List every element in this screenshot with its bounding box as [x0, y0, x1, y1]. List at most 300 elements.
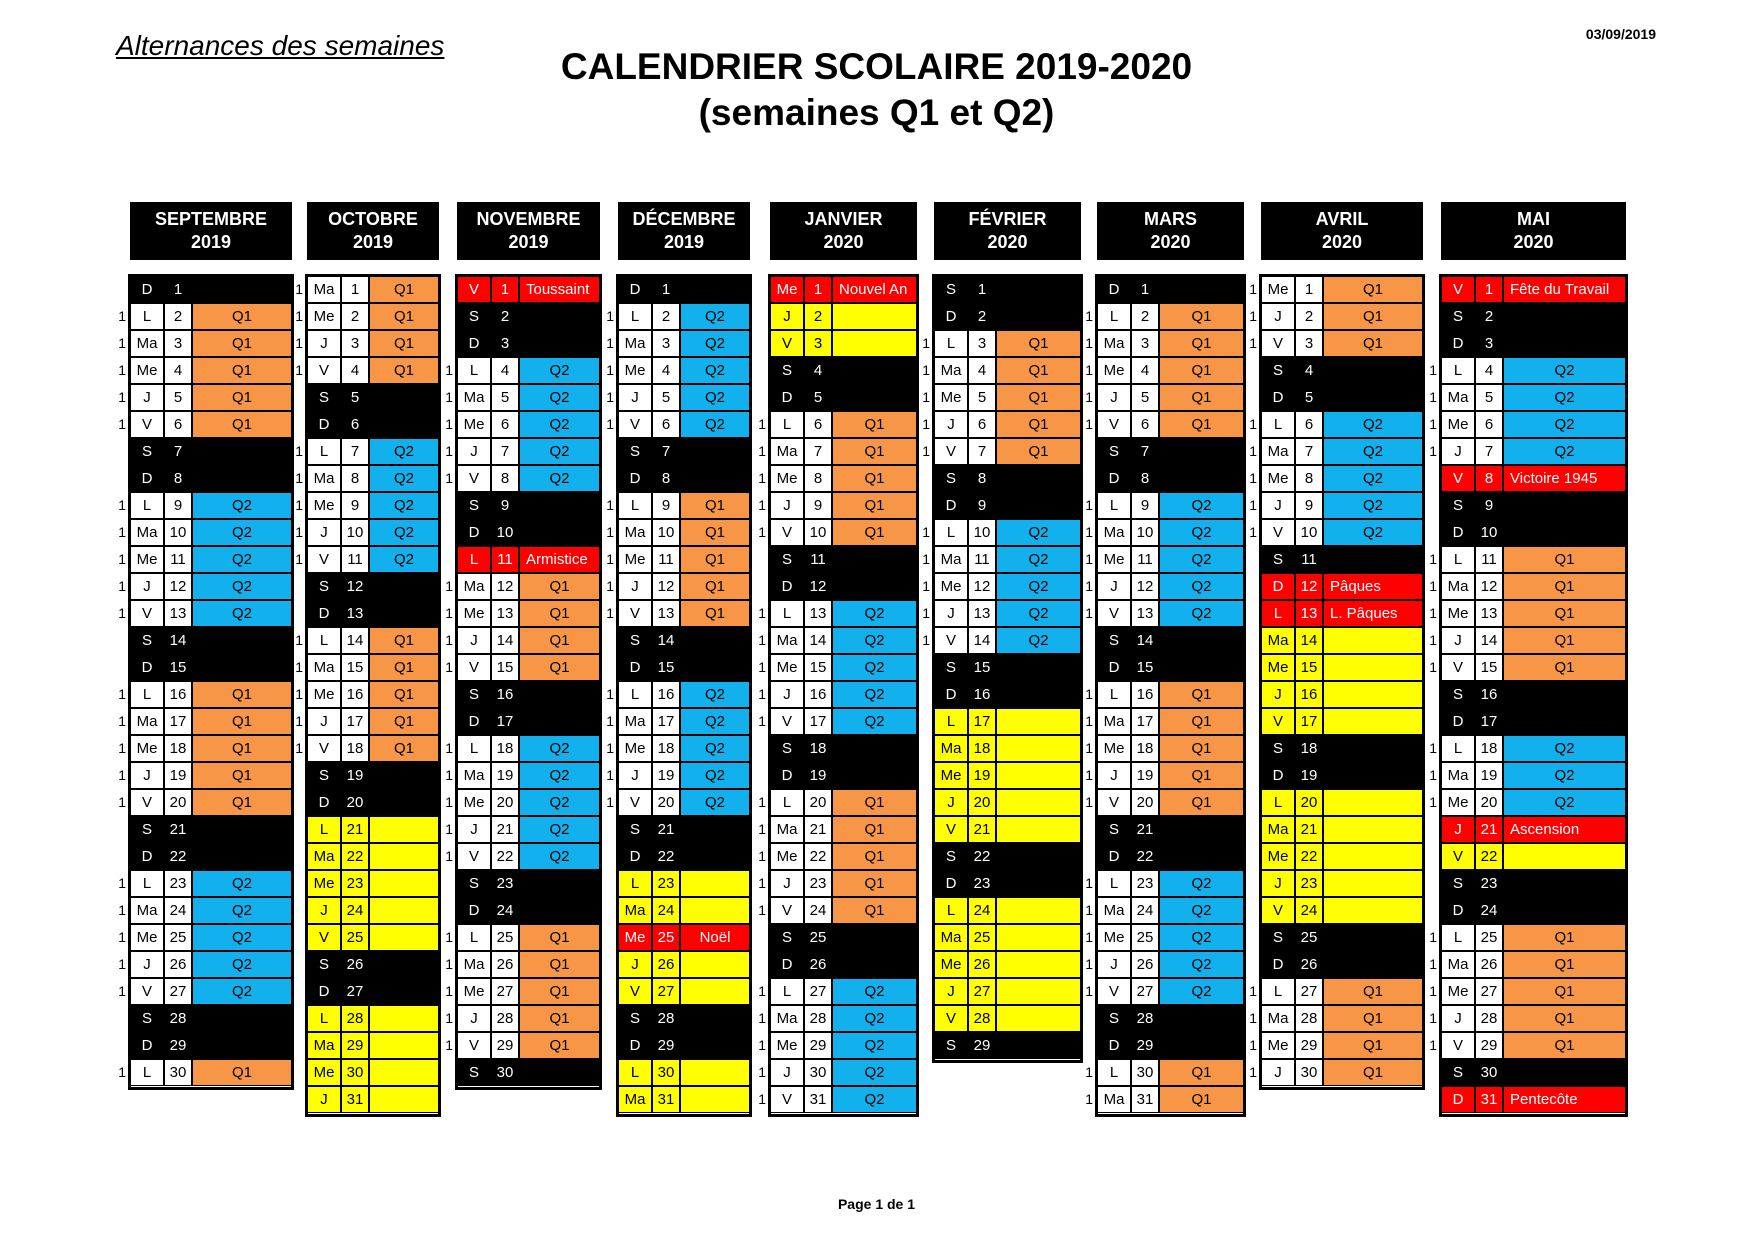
- date-number-cell: 23: [1295, 870, 1323, 897]
- week-type-cell: Q1: [1503, 654, 1626, 681]
- weekday-cell: S: [934, 276, 968, 303]
- weekday-cell: V: [457, 276, 491, 303]
- date-number-cell: 27: [491, 978, 519, 1005]
- school-day-marker: 1: [295, 335, 303, 351]
- weekend-cell: [996, 465, 1081, 492]
- weekday-cell: J: [307, 519, 341, 546]
- date-number-cell: 20: [1131, 789, 1159, 816]
- week-type-cell: Q2: [1323, 492, 1423, 519]
- weekday-cell: Ma: [1097, 1086, 1131, 1113]
- week-type-cell: Q1: [192, 708, 292, 735]
- weekday-cell: S: [1261, 546, 1295, 573]
- week-type-cell: Q2: [519, 735, 600, 762]
- day-row: [770, 546, 917, 573]
- weekday-cell: L: [934, 897, 968, 924]
- school-day-marker: 1: [1429, 983, 1437, 999]
- school-day-marker: 1: [118, 578, 126, 594]
- weekday-cell: L: [130, 303, 164, 330]
- school-day-marker: 1: [1429, 956, 1437, 972]
- weekday-cell: Me: [618, 735, 652, 762]
- weekday-cell: S: [618, 627, 652, 654]
- day-row: [1261, 654, 1423, 681]
- school-day-marker: 1: [1085, 416, 1093, 432]
- date-number-cell: 2: [1295, 303, 1323, 330]
- date-number-cell: 26: [1131, 951, 1159, 978]
- week-type-cell: Q1: [369, 330, 439, 357]
- weekday-cell: Me: [618, 924, 652, 951]
- date-number-cell: 12: [164, 573, 192, 600]
- school-day-marker: 1: [118, 362, 126, 378]
- date-number-cell: 27: [1475, 978, 1503, 1005]
- school-day-marker: 1: [606, 551, 614, 567]
- school-day-marker: 1: [1085, 605, 1093, 621]
- day-row: [130, 843, 292, 870]
- day-row: [934, 276, 1081, 303]
- day-row: [770, 357, 917, 384]
- month-header: [307, 202, 439, 260]
- date-number-cell: 6: [1131, 411, 1159, 438]
- weekday-cell: V: [618, 411, 652, 438]
- day-row: [934, 897, 1081, 924]
- weekday-cell: V: [1261, 330, 1295, 357]
- date-number-cell: 14: [491, 627, 519, 654]
- day-row: [118, 573, 292, 600]
- day-row: [1429, 411, 1626, 438]
- school-day-marker: 1: [606, 740, 614, 756]
- week-type-cell: Q1: [1503, 546, 1626, 573]
- weekend-cell: [1159, 276, 1244, 303]
- weekday-cell: L: [130, 492, 164, 519]
- weekday-cell: Me: [130, 357, 164, 384]
- weekday-cell: D: [1097, 843, 1131, 870]
- day-row: [457, 276, 600, 303]
- vacation-cell: [369, 924, 439, 951]
- date-number-cell: 27: [804, 978, 832, 1005]
- vacation-cell: [369, 870, 439, 897]
- day-row: [445, 978, 600, 1005]
- day-row: [445, 411, 600, 438]
- weekday-cell: D: [1097, 276, 1131, 303]
- day-row: [1441, 1059, 1626, 1086]
- weekend-cell: [519, 1059, 600, 1086]
- date-number-cell: 7: [1475, 438, 1503, 465]
- school-day-marker: 1: [1085, 389, 1093, 405]
- day-row: [295, 330, 439, 357]
- day-row: [1249, 492, 1423, 519]
- date-number-cell: 10: [164, 519, 192, 546]
- day-row: [758, 411, 917, 438]
- weekend-cell: [996, 870, 1081, 897]
- weekday-cell: S: [618, 1005, 652, 1032]
- date-number-cell: 25: [1131, 924, 1159, 951]
- weekday-cell: Ma: [770, 1005, 804, 1032]
- weekday-cell: Ma: [934, 924, 968, 951]
- date-number-cell: 30: [804, 1059, 832, 1086]
- weekday-cell: Ma: [130, 519, 164, 546]
- date-number-cell: 18: [164, 735, 192, 762]
- day-row: [1097, 627, 1244, 654]
- weekday-cell: J: [934, 600, 968, 627]
- weekday-cell: D: [934, 303, 968, 330]
- week-type-cell: Q1: [832, 411, 917, 438]
- day-row: [606, 600, 750, 627]
- weekday-cell: S: [1261, 924, 1295, 951]
- weekday-cell: Me: [1097, 546, 1131, 573]
- school-day-marker: 1: [445, 632, 453, 648]
- week-type-cell: Q2: [1323, 411, 1423, 438]
- week-type-cell: Q1: [369, 303, 439, 330]
- weekday-cell: V: [457, 843, 491, 870]
- date-number-cell: 16: [1475, 681, 1503, 708]
- week-type-cell: Q2: [192, 897, 292, 924]
- weekday-cell: V: [307, 546, 341, 573]
- school-day-marker: 1: [1429, 740, 1437, 756]
- vacation-cell: [1323, 681, 1423, 708]
- weekday-cell: V: [457, 1032, 491, 1059]
- weekend-cell: [369, 789, 439, 816]
- day-row: [1261, 924, 1423, 951]
- weekend-cell: [1159, 627, 1244, 654]
- school-day-marker: 1: [295, 308, 303, 324]
- day-row: [445, 1005, 600, 1032]
- weekday-cell: D: [934, 492, 968, 519]
- date-number-cell: 5: [164, 384, 192, 411]
- day-row: [118, 708, 292, 735]
- school-day-marker: 1: [1249, 983, 1257, 999]
- weekend-cell: [369, 411, 439, 438]
- week-type-cell: Q1: [680, 600, 750, 627]
- day-row: [307, 1086, 439, 1113]
- date-number-cell: 23: [1131, 870, 1159, 897]
- week-type-cell: Q2: [680, 303, 750, 330]
- school-day-marker: 1: [606, 362, 614, 378]
- week-type-cell: Q1: [996, 357, 1081, 384]
- weekend-cell: [1503, 519, 1626, 546]
- date-number-cell: 4: [1131, 357, 1159, 384]
- weekday-cell: V: [1261, 897, 1295, 924]
- weekday-cell: L: [307, 816, 341, 843]
- vacation-cell: [369, 897, 439, 924]
- date-number-cell: 7: [341, 438, 369, 465]
- date-number-cell: 5: [1475, 384, 1503, 411]
- date-number-cell: 17: [164, 708, 192, 735]
- weekday-cell: J: [307, 330, 341, 357]
- week-type-cell: Q2: [832, 627, 917, 654]
- month-year: 2019: [352, 232, 394, 252]
- week-type-cell: Q1: [1323, 303, 1423, 330]
- weekend-cell: [1503, 1059, 1626, 1086]
- vacation-cell: [369, 1005, 439, 1032]
- school-day-marker: 1: [758, 821, 766, 837]
- week-type-cell: Q1: [519, 924, 600, 951]
- weekday-cell: J: [1261, 303, 1295, 330]
- school-day-marker: 1: [1429, 632, 1437, 648]
- week-type-cell: Q2: [1503, 357, 1626, 384]
- school-day-marker: 1: [922, 551, 930, 567]
- day-row: [295, 492, 439, 519]
- day-row: [1429, 978, 1626, 1005]
- weekday-cell: Ma: [307, 843, 341, 870]
- day-row: [307, 1059, 439, 1086]
- day-row: [922, 627, 1081, 654]
- day-row: [1249, 465, 1423, 492]
- date-number-cell: 14: [164, 627, 192, 654]
- date-number-cell: 29: [164, 1032, 192, 1059]
- holiday-label: Pentecôte: [1503, 1086, 1626, 1113]
- month-column: [445, 202, 600, 1081]
- date-number-cell: 29: [804, 1032, 832, 1059]
- day-row: [1429, 357, 1626, 384]
- week-type-cell: Q2: [680, 708, 750, 735]
- school-day-marker: 1: [118, 983, 126, 999]
- weekday-cell: S: [1097, 1005, 1131, 1032]
- school-day-marker: 1: [606, 605, 614, 621]
- weekday-cell: J: [457, 627, 491, 654]
- school-day-marker: 1: [1429, 659, 1437, 675]
- date-number-cell: 15: [1295, 654, 1323, 681]
- day-row: [1249, 519, 1423, 546]
- date-number-cell: 30: [1295, 1059, 1323, 1086]
- weekday-cell: Me: [770, 654, 804, 681]
- date-number-cell: 6: [1295, 411, 1323, 438]
- vacation-cell: [996, 897, 1081, 924]
- vacation-cell: [1503, 843, 1626, 870]
- weekday-cell: S: [770, 546, 804, 573]
- day-row: [1261, 681, 1423, 708]
- date-number-cell: 9: [1131, 492, 1159, 519]
- week-type-cell: Q2: [832, 600, 917, 627]
- weekday-cell: J: [307, 1086, 341, 1113]
- day-row: [618, 1005, 750, 1032]
- month-year: 2019: [663, 232, 705, 252]
- day-row: [922, 519, 1081, 546]
- school-day-marker: 1: [758, 416, 766, 432]
- week-type-cell: Q2: [832, 654, 917, 681]
- date-number-cell: 29: [1131, 1032, 1159, 1059]
- date-number-cell: 19: [1131, 762, 1159, 789]
- weekday-cell: L: [1441, 924, 1475, 951]
- weekday-cell: L: [770, 600, 804, 627]
- date-number-cell: 25: [164, 924, 192, 951]
- month-year: 2020: [1513, 232, 1554, 252]
- weekend-cell: [192, 843, 292, 870]
- weekday-cell: L: [457, 924, 491, 951]
- day-row: [445, 951, 600, 978]
- school-day-marker: 1: [1429, 1010, 1437, 1026]
- weekday-cell: D: [1261, 384, 1295, 411]
- school-day-marker: 1: [606, 389, 614, 405]
- school-day-marker: 1: [1429, 929, 1437, 945]
- week-type-cell: Q1: [192, 303, 292, 330]
- date-number-cell: 26: [164, 951, 192, 978]
- date-number-cell: 19: [652, 762, 680, 789]
- weekday-cell: Me: [770, 1032, 804, 1059]
- day-row: [934, 870, 1081, 897]
- date-number-cell: 7: [652, 438, 680, 465]
- school-day-marker: 1: [295, 497, 303, 513]
- weekend-cell: [1159, 465, 1244, 492]
- date-number-cell: 11: [164, 546, 192, 573]
- week-type-cell: Q2: [832, 1086, 917, 1113]
- day-row: [295, 681, 439, 708]
- school-day-marker: 1: [758, 875, 766, 891]
- weekday-cell: Ma: [130, 897, 164, 924]
- week-type-cell: Q2: [1159, 897, 1244, 924]
- date-number-cell: 1: [1131, 276, 1159, 303]
- school-day-marker: 1: [1085, 983, 1093, 999]
- weekday-cell: J: [1261, 1059, 1295, 1086]
- school-day-marker: 1: [1085, 686, 1093, 702]
- weekend-cell: [192, 1005, 292, 1032]
- week-type-cell: Q1: [1159, 384, 1244, 411]
- day-row: [758, 843, 917, 870]
- day-row: [295, 519, 439, 546]
- school-day-marker: 1: [1249, 524, 1257, 540]
- weekday-cell: S: [1097, 627, 1131, 654]
- day-row: [922, 330, 1081, 357]
- week-type-cell: Q2: [680, 330, 750, 357]
- day-row: [1429, 762, 1626, 789]
- school-day-marker: 1: [445, 362, 453, 378]
- day-row: [1261, 870, 1423, 897]
- date-number-cell: 10: [1131, 519, 1159, 546]
- date-number-cell: 12: [341, 573, 369, 600]
- month-column: [1429, 202, 1626, 1108]
- date-number-cell: 11: [1131, 546, 1159, 573]
- weekday-cell: Ma: [1097, 897, 1131, 924]
- weekday-cell: D: [130, 843, 164, 870]
- day-row: [606, 384, 750, 411]
- weekday-cell: Ma: [770, 816, 804, 843]
- weekday-cell: Me: [457, 789, 491, 816]
- date-number-cell: 24: [968, 897, 996, 924]
- day-row: [770, 303, 917, 330]
- day-row: [770, 735, 917, 762]
- week-type-cell: Q1: [680, 492, 750, 519]
- day-row: [118, 546, 292, 573]
- weekday-cell: Me: [1441, 600, 1475, 627]
- week-type-cell: Q2: [369, 546, 439, 573]
- weekday-cell: S: [130, 816, 164, 843]
- week-type-cell: Q1: [1323, 330, 1423, 357]
- weekday-cell: Ma: [1441, 762, 1475, 789]
- date-number-cell: 31: [804, 1086, 832, 1113]
- day-row: [606, 789, 750, 816]
- day-row: [457, 492, 600, 519]
- day-row: [1261, 627, 1423, 654]
- day-row: [1261, 951, 1423, 978]
- day-row: [934, 681, 1081, 708]
- weekday-cell: S: [457, 681, 491, 708]
- day-row: [758, 438, 917, 465]
- weekday-cell: D: [618, 465, 652, 492]
- school-day-marker: 1: [1085, 929, 1093, 945]
- school-day-marker: 1: [606, 794, 614, 810]
- date-number-cell: 21: [968, 816, 996, 843]
- title-line-2: (semaines Q1 et Q2): [698, 92, 1055, 133]
- day-row: [457, 546, 600, 573]
- day-row: [1085, 708, 1244, 735]
- day-row: [770, 384, 917, 411]
- day-row: [130, 816, 292, 843]
- weekday-cell: S: [457, 870, 491, 897]
- weekday-cell: Me: [307, 681, 341, 708]
- day-row: [1085, 303, 1244, 330]
- weekday-cell: V: [1441, 465, 1475, 492]
- date-number-cell: 13: [164, 600, 192, 627]
- weekday-cell: V: [1441, 843, 1475, 870]
- weekday-cell: L: [618, 1059, 652, 1086]
- day-row: [1261, 357, 1423, 384]
- date-number-cell: 20: [1475, 789, 1503, 816]
- week-type-cell: Q1: [1323, 1032, 1423, 1059]
- week-type-cell: Q2: [519, 438, 600, 465]
- date-number-cell: 21: [1475, 816, 1503, 843]
- date-number-cell: 14: [341, 627, 369, 654]
- school-day-marker: 1: [1249, 308, 1257, 324]
- day-row: [1085, 411, 1244, 438]
- weekday-cell: S: [1097, 816, 1131, 843]
- weekday-cell: V: [307, 735, 341, 762]
- date-number-cell: 31: [652, 1086, 680, 1113]
- day-row: [758, 465, 917, 492]
- day-row: [934, 654, 1081, 681]
- weekday-cell: D: [1261, 573, 1295, 600]
- school-day-marker: 1: [758, 605, 766, 621]
- weekday-cell: L: [618, 681, 652, 708]
- day-row: [457, 330, 600, 357]
- school-day-marker: 1: [758, 902, 766, 918]
- date-number-cell: 16: [341, 681, 369, 708]
- date-number-cell: 2: [1475, 303, 1503, 330]
- day-row: [1441, 897, 1626, 924]
- weekend-cell: [1323, 951, 1423, 978]
- weekend-cell: [680, 1032, 750, 1059]
- week-type-cell: Q1: [832, 465, 917, 492]
- school-day-marker: 1: [445, 605, 453, 621]
- week-type-cell: Q2: [680, 789, 750, 816]
- date-number-cell: 8: [804, 465, 832, 492]
- week-type-cell: Q2: [832, 1059, 917, 1086]
- day-row: [618, 1059, 750, 1086]
- weekday-cell: V: [457, 465, 491, 492]
- alternances-link[interactable]: Alternances des semaines: [116, 30, 445, 61]
- weekday-cell: Me: [457, 978, 491, 1005]
- day-row: [118, 519, 292, 546]
- weekday-cell: J: [770, 492, 804, 519]
- week-type-cell: Q2: [192, 492, 292, 519]
- date-number-cell: 31: [341, 1086, 369, 1113]
- month-header: [1441, 202, 1626, 260]
- date-number-cell: 26: [491, 951, 519, 978]
- date-number-cell: 14: [968, 627, 996, 654]
- week-type-cell: Q1: [996, 411, 1081, 438]
- day-row: [934, 816, 1081, 843]
- month-header: [618, 202, 750, 260]
- week-type-cell: Q1: [832, 843, 917, 870]
- weekend-cell: [680, 627, 750, 654]
- weekday-cell: Me: [770, 843, 804, 870]
- weekend-cell: [1323, 762, 1423, 789]
- month-name: MAI: [1517, 209, 1550, 229]
- weekday-cell: D: [307, 978, 341, 1005]
- day-row: [1441, 681, 1626, 708]
- weekday-cell: Ma: [1441, 573, 1475, 600]
- month-name: AVRIL: [1315, 209, 1369, 229]
- date-number-cell: 30: [1131, 1059, 1159, 1086]
- vacation-cell: [996, 1005, 1081, 1032]
- date-number-cell: 15: [341, 654, 369, 681]
